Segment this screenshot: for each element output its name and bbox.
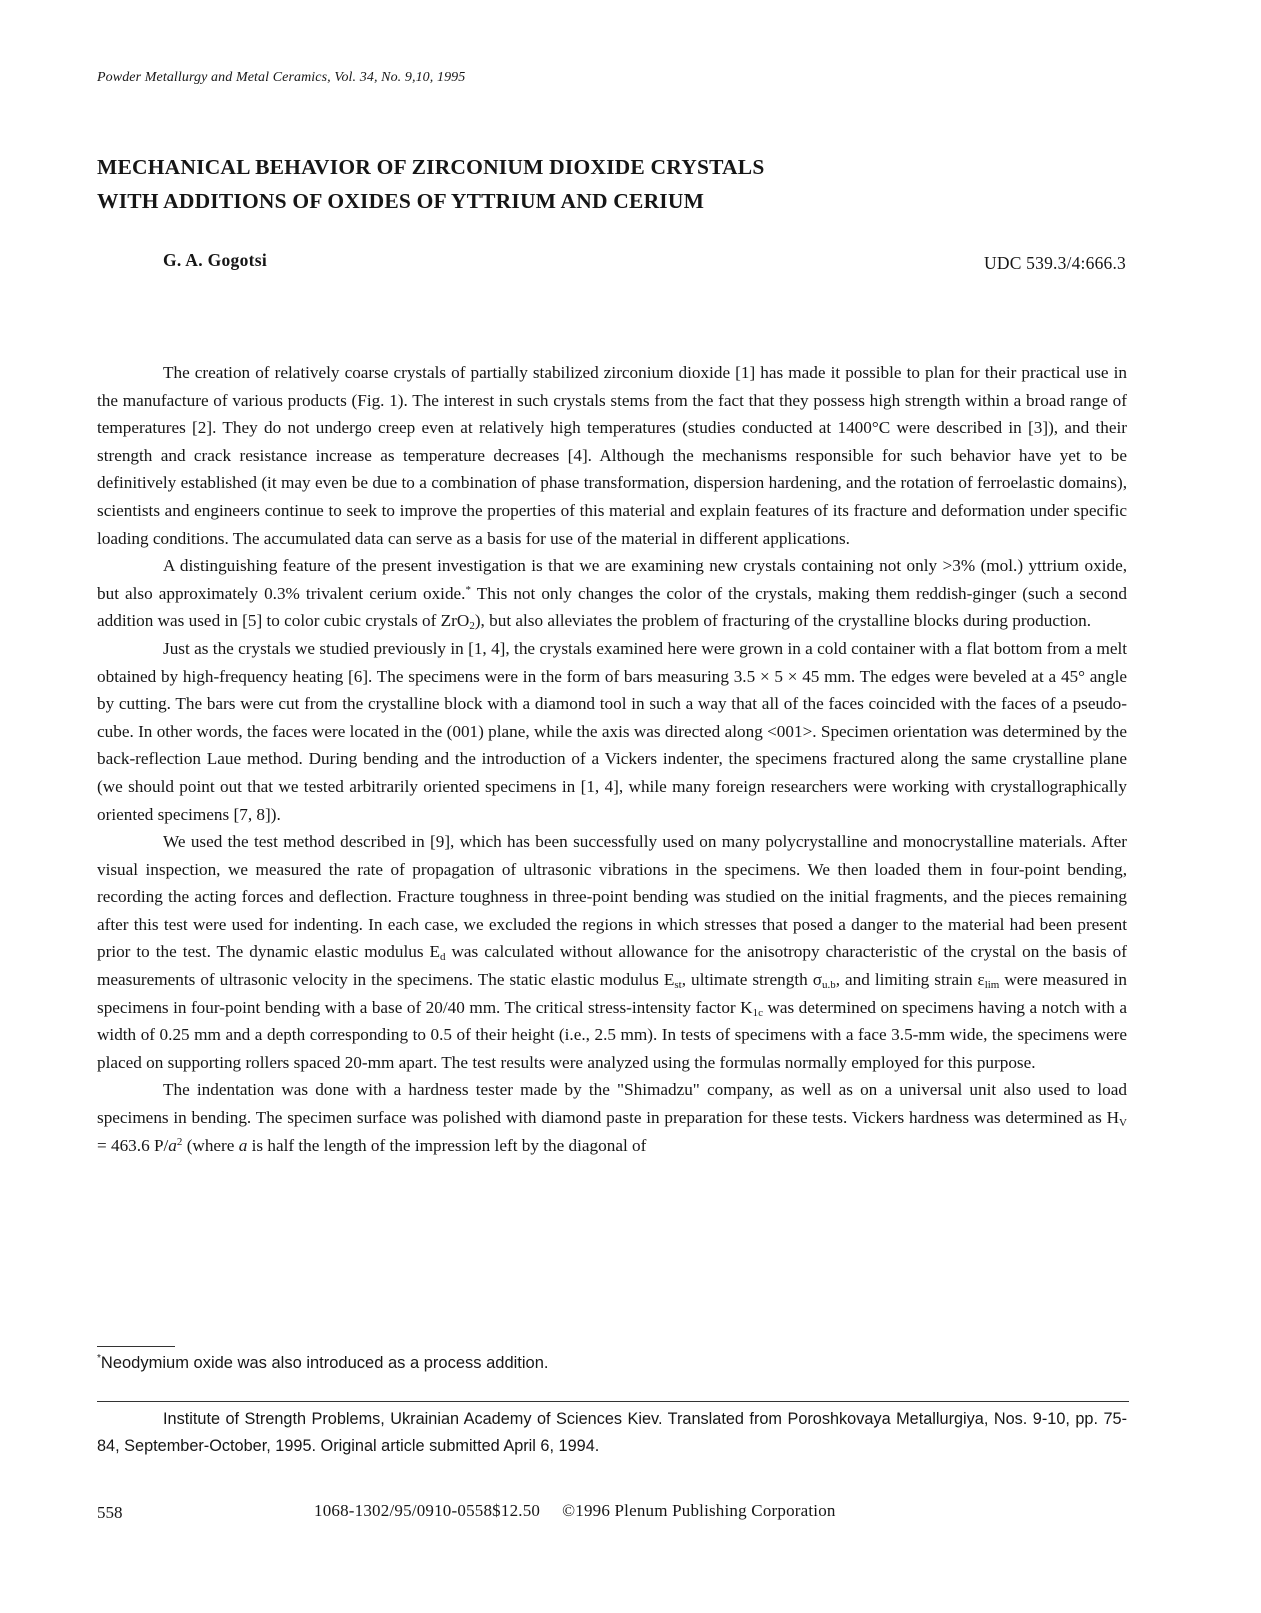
paragraph-5-text: = 463.6 P/ bbox=[97, 1135, 169, 1155]
paragraph-4-text: We used the test method described in [9], which has been successfully used on many polycrystalline and monocrystalline materials. After visual inspection, we measured the rate of propagation of ultrasonic vibrations in the specimens. We then loaded them in four-point bending, recording the acting forces and deflection. Fracture toughness in three-point bending was studied on the initial fragments, and the pieces remaining after this test were used for indenting. In each case, we excluded the regions in which stresses that posed a danger to the material had been present prior to the test. The dynamic elastic modulus E bbox=[97, 832, 1127, 962]
footnote-divider bbox=[97, 1346, 175, 1347]
subscript: 1c bbox=[752, 1006, 763, 1019]
variable-a: a bbox=[168, 1135, 177, 1155]
paragraph-2-text: This not only changes the color of the crystals, making them reddish-ginger (such a second addition was used in [5] to color cubic crystals of ZrO bbox=[97, 583, 1127, 631]
paragraph-4-text: , and limiting strain ε bbox=[835, 970, 985, 990]
subscript: 2 bbox=[469, 620, 475, 633]
variable-a: a bbox=[238, 1135, 248, 1155]
subscript: u.b bbox=[821, 979, 836, 992]
subscript: V bbox=[1119, 1117, 1127, 1130]
paragraph-3: Just as the crystals we studied previously in [1, 4], the crystals examined here were grown in a cold container with a flat bottom from a melt obtained by high-frequency heating [6]. The specimens were in the form of bars measuring 3.5 × 5 × 45 mm. The edges were beveled at a 45° angle by cutting. The bars were cut from the crystalline block with a diamond tool in such a way that all of the faces coincided with the faces of a pseudo-cube. In other words, the faces were located in the (001) plane, while the axis was directed along <001>. Specimen orientation was determined by the back-reflection Laue method. During bending and the introduction of a Vickers indenter, the specimens fractured along the same crystalline plane (we should point out that we tested arbitrarily oriented specimens in [1, 4], while many foreign researchers were working with crystallographically oriented specimens [7, 8]). bbox=[97, 638, 1127, 824]
page-number: 558 bbox=[97, 1503, 123, 1522]
author-name: G. A. Gogotsi bbox=[163, 250, 268, 270]
paragraph-4-text: were measured in specimens in four-point bending with a base of 20/40 mm. The critical stress-intensity factor K bbox=[97, 970, 1127, 1017]
article-body bbox=[97, 359, 1127, 1159]
paragraph-2-text: A distinguishing feature of the present investigation is that we are examining new crystals containing not only >3% (mol.) yttrium oxide, but also approximately 0.3% trivalent cerium oxide. bbox=[97, 556, 1127, 603]
paragraph-4 bbox=[97, 828, 1127, 1076]
paragraph-1: The creation of relatively coarse crystals of partially stabilized zirconium dioxide [1] has made it possible to plan for their practical use in the manufacture of various products (Fig. 1). The interest in such crystals stems from the fact that they possess high strength within a broad range of temperatures [2]. They do not undergo creep even at relatively high temperatures (studies conducted at 1400°C were described in [3]), and their strength and crack resistance increase as temperature decreases [4]. Although the mechanisms responsible for such behavior have yet to be definitively established (it may even be due to a combination of phase transformation, dispersion hardening, and the rotation of ferroelastic domains), scientists and engineers continue to seek to improve the properties of this material and explain features of its fracture and deformation under specific loading conditions. The accumulated data can serve as a basis for use of the material in different applications. bbox=[97, 363, 1127, 548]
superscript: 2 bbox=[176, 1135, 183, 1148]
affiliation-text: Institute of Strength Problems, Ukrainian Academy of Sciences Kiev. Translated from Poroshkovaya Metallurgiya, Nos. 9-10, pp. 75-84, September-October, 1995. Original article submitted April 6, 1994. bbox=[97, 1410, 1127, 1455]
paragraph-5-text: The indentation was done with a hardness tester made by the "Shimadzu" company, as well as on a universal unit also used to load specimens in bending. The specimen surface was polished with diamond paste in preparation for these tests. Vickers hardness was determined as H bbox=[97, 1080, 1127, 1128]
paragraph-4-text: was calculated without allowance for the anisotropy characteristic of the crystal on the basis of measurements of ultrasonic velocity in the specimens. The static elastic modulus E bbox=[97, 942, 1127, 990]
footnote-reference: * bbox=[465, 583, 471, 596]
journal-citation: Powder Metallurgy and Metal Ceramics, Vol. 34, No. 9,10, 1995 bbox=[97, 70, 466, 85]
paragraph-4-text: , ultimate strength σ bbox=[681, 970, 822, 990]
udc-code: UDC 539.3/4:666.3 bbox=[984, 253, 1126, 273]
article-title bbox=[97, 150, 997, 218]
affiliation-divider bbox=[97, 1401, 1129, 1402]
publication-line bbox=[314, 1501, 836, 1521]
paragraph-2-text: ), but also alleviates the problem of fracturing of the crystalline blocks during production. bbox=[474, 611, 1092, 631]
subscript: st bbox=[674, 979, 682, 992]
footnote-mark: * bbox=[97, 1353, 101, 1364]
paragraph-5-text: is half the length of the impression left by the diagonal of bbox=[247, 1135, 647, 1155]
subscript: d bbox=[440, 951, 446, 964]
paragraph-4-text: was determined on specimens having a notch with a width of 0.25 mm and a depth corresponding to 0.5 of their height (i.e., 2.5 mm). In tests of specimens with a face 3.5-mm wide, the specimens were placed on supporting rollers spaced 20-mm apart. The test results were analyzed using the formulas normally employed for this purpose. bbox=[97, 997, 1127, 1072]
issn-code: 1068-1302/95/0910-0558$12.50 bbox=[314, 1501, 541, 1520]
title-line-2: WITH ADDITIONS OF OXIDES OF YTTRIUM AND CERIUM bbox=[97, 189, 705, 213]
affiliation-note bbox=[97, 1406, 1127, 1460]
paragraph-5-text: (where bbox=[182, 1135, 239, 1155]
subscript: lim bbox=[984, 979, 1000, 992]
paragraph-5 bbox=[97, 1076, 1127, 1159]
copyright: ©1996 Plenum Publishing Corporation bbox=[562, 1501, 836, 1520]
paragraph-2 bbox=[97, 552, 1127, 635]
footnote bbox=[97, 1354, 548, 1373]
title-line-1: MECHANICAL BEHAVIOR OF ZIRCONIUM DIOXIDE CRYSTALS bbox=[97, 155, 765, 179]
footnote-text: Neodymium oxide was also introduced as a process addition. bbox=[100, 1354, 549, 1372]
